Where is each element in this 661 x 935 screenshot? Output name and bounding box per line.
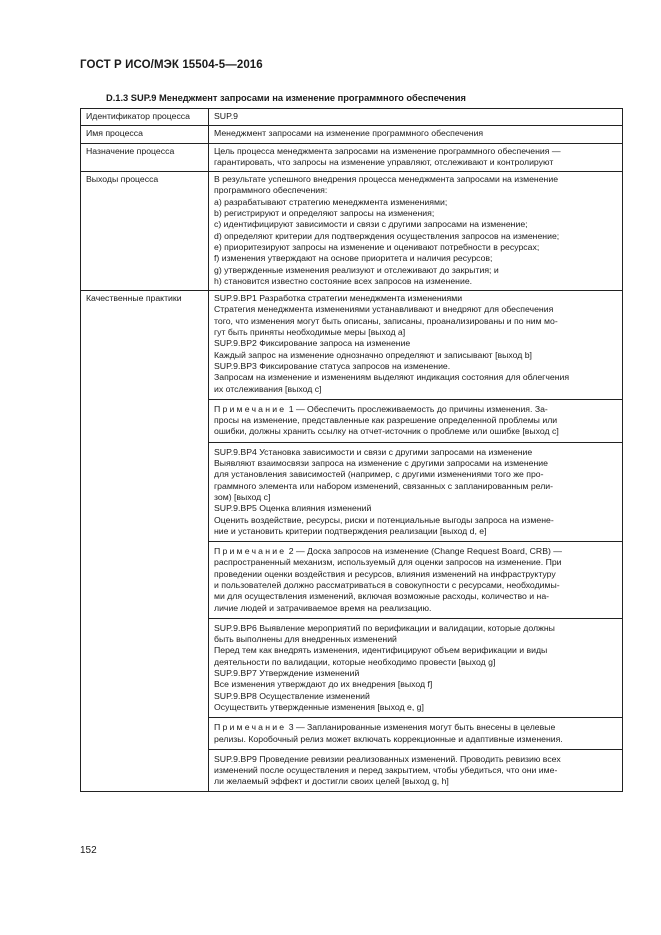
row-value xyxy=(209,126,623,143)
text-line: зом) [выход с] xyxy=(214,491,271,502)
practice-block xyxy=(209,442,622,537)
text-line: ми для осуществления изменений, включая возможные расходы, количество и на- xyxy=(214,591,550,602)
table-row xyxy=(81,172,623,291)
row-label: Назначение процесса xyxy=(81,143,209,172)
text-line: В результате успешного внедрения процесса менеджмента запросами на изменение xyxy=(214,174,559,185)
text-line: ошибки, должны хранить ссылку на отчет-источник о проблеме или ошибке [выход с] xyxy=(214,426,559,437)
table-body xyxy=(81,109,623,792)
note-prefix: Примечание xyxy=(214,403,287,414)
text-line: Выявляют взаимосвязи запроса на изменение с другими запросами на изменение xyxy=(214,458,548,469)
note-block xyxy=(209,399,622,438)
practice-block xyxy=(209,749,622,788)
text-line: быть выполнены для внедренных изменений xyxy=(214,634,397,645)
text-line: a) разрабатывают стратегию менеджмента изменениями; xyxy=(214,196,448,207)
process-description-table xyxy=(80,108,623,792)
text-line: проведении оценки воздействия и ресурсов, влияния изменений на инфраструктуру xyxy=(214,568,556,579)
table-row xyxy=(81,109,623,126)
row-value xyxy=(209,143,623,172)
section-title: D.1.3 SUP.9 Менеджмент запросами на изменение программного обеспечения xyxy=(106,93,466,103)
text-line: гарантировать, что запросы на изменение управляют, отслеживают и контролируют xyxy=(214,156,554,167)
table-row xyxy=(81,291,623,792)
text-line: SUP.9.BP7 Утверждение изменений xyxy=(214,668,360,679)
text-line: деятельности по валидации, которые необходимо провести [выход g] xyxy=(214,656,496,667)
row-value xyxy=(209,172,623,291)
text-line: программного обеспечения: xyxy=(214,185,328,196)
text-line: Менеджмент запросами на изменение программного обеспечения xyxy=(214,128,484,139)
row-label: Имя процесса xyxy=(81,126,209,143)
text-line: Все изменения утверждают до их внедрения [выход f] xyxy=(214,679,433,690)
note-text: 1 — Обеспечить прослеживаемость до причины изменения. За- xyxy=(286,403,548,414)
text-line: SUP.9.BP1 Разработка стратегии менеджмента изменениями xyxy=(214,293,463,304)
row-label: Идентификатор процесса xyxy=(81,109,209,126)
text-line: SUP.9 xyxy=(214,111,238,121)
text-line: Перед тем как внедрять изменения, идентифицируют объем верификации и виды xyxy=(214,645,548,656)
text-line: релизы. Коробочный релиз может включать коррекционные и адаптивные изменения. xyxy=(214,733,563,744)
row-value xyxy=(209,109,623,126)
note-text: 2 — Доска запросов на изменение (Change Request Board, CRB) — xyxy=(286,546,562,557)
text-line: SUP.9.BP2 Фиксирование запроса на изменение xyxy=(214,338,411,349)
text-line: g) утвержденные изменения реализуют и отслеживают до закрытия; и xyxy=(214,264,499,275)
note-first-line xyxy=(214,546,618,557)
text-line: гут быть приняты необходимые меры [выход а] xyxy=(214,327,406,338)
row-label: Выходы процесса xyxy=(81,172,209,291)
text-line: SUP.9.BP4 Установка зависимости и связи с другими запросами на изменение xyxy=(214,446,533,457)
text-line: Оценить воздействие, ресурсы, риски и потенциальные выгоды запроса на измене- xyxy=(214,514,554,525)
note-first-line xyxy=(214,722,618,733)
text-line: личие людей и затрачиваемое время на реализацию. xyxy=(214,602,432,613)
text-line: SUP.9.BP9 Проведение ревизии реализованных изменений. Проводить ревизию всех xyxy=(214,753,561,764)
note-first-line xyxy=(214,404,618,415)
row-label: Качественные практики xyxy=(81,291,209,792)
text-line: ли желаемый эффект и достигли своих целей [выход g, h] xyxy=(214,776,449,787)
text-line: SUP.9.BP3 Фиксирование статуса запросов на изменение. xyxy=(214,360,451,371)
text-line: того, что изменения могут быть описаны, записаны, проанализированы и по ним мо- xyxy=(214,315,558,326)
text-line: и пользователей должно рассматриваться в совокупности с ресурсами, необходимы- xyxy=(214,579,560,590)
text-line: ние и установить критерии подтверждения реализации [выход d, e] xyxy=(214,525,487,536)
text-line: e) приоритезируют запросы на изменение и оценивают потребности в ресурсах; xyxy=(214,241,540,252)
row-value xyxy=(209,291,623,792)
table-row xyxy=(81,143,623,172)
text-line: SUP.9.BP5 Оценка влияния изменений xyxy=(214,503,372,514)
table-row xyxy=(81,126,623,143)
text-line: d) определяют критерии для подтверждения осуществления запросов на изменение; xyxy=(214,230,560,241)
note-block xyxy=(209,717,622,745)
text-line: b) регистрируют и определяют запросы на изменения; xyxy=(214,208,435,219)
note-prefix: Примечание xyxy=(214,722,287,733)
text-line: h) становится известно состояние всех запросов на изменение. xyxy=(214,275,473,286)
text-line: Цель процесса менеджмента запросами на изменение программного обеспечения — xyxy=(214,145,561,156)
text-line: Каждый запрос на изменение однозначно определяют и записывают [выход b] xyxy=(214,349,532,360)
note-block xyxy=(209,541,622,614)
text-line: SUP.9.BP6 Выявление мероприятий по верификации и валидации, которые должны xyxy=(214,622,555,633)
practice-block xyxy=(214,293,618,395)
text-line: их отслеживания [выход с] xyxy=(214,383,322,394)
text-line: просы на изменение, представленные как разрешение определенной проблемы или xyxy=(214,415,558,426)
note-text: 3 — Запланированные изменения могут быть внесены в целевые xyxy=(286,722,556,733)
text-line: Осуществить утвержденные изменения [выход е, g] xyxy=(214,701,424,712)
text-line: c) идентифицируют зависимости и связи с другими запросами на изменение; xyxy=(214,219,528,230)
text-line: f) изменения утверждают на основе приоритета и наличия ресурсов; xyxy=(214,253,493,264)
text-line: граммного элемента или набором изменений, связанных с запланированным рели- xyxy=(214,480,554,491)
document-code-header: ГОСТ Р ИСО/МЭК 15504-5—2016 xyxy=(80,59,263,71)
text-line: для установления зависимостей (например, с другими изменениями того же про- xyxy=(214,469,544,480)
text-line: распространенный механизм, используемый для оценки запросов на изменение. При xyxy=(214,557,562,568)
text-line: Стратегия менеджмента изменениями устанавливают и внедряют для обеспечения xyxy=(214,304,554,315)
text-line: SUP.9.BP8 Осуществление изменений xyxy=(214,690,370,701)
practice-block xyxy=(209,618,622,713)
text-line: изменений после осуществления и перед закрытием, чтобы убедиться, что они име- xyxy=(214,765,558,776)
note-prefix: Примечание xyxy=(214,546,287,557)
page-number: 152 xyxy=(80,845,97,856)
text-line: Запросам на изменение и изменениям выделяют индикация состояния для облегчения xyxy=(214,372,570,383)
